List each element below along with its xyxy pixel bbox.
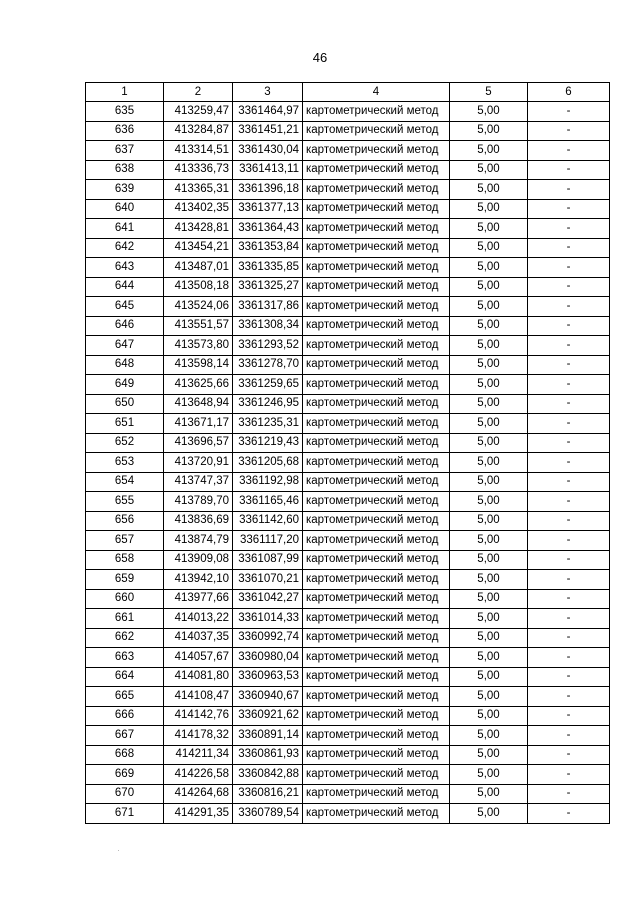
point-number-cell: 645 <box>86 297 164 317</box>
method-cell: картометрический метод <box>303 667 450 687</box>
x-coordinate-cell: 414142,76 <box>164 706 233 726</box>
method-cell: картометрический метод <box>303 375 450 395</box>
accuracy-cell: 5,00 <box>450 492 528 512</box>
x-coordinate-cell: 413747,37 <box>164 472 233 492</box>
note-cell: - <box>528 784 610 804</box>
y-coordinate-cell: 3361259,65 <box>233 375 303 395</box>
y-coordinate-cell: 3361308,34 <box>233 316 303 336</box>
accuracy-cell: 5,00 <box>450 258 528 278</box>
note-cell: - <box>528 160 610 180</box>
accuracy-cell: 5,00 <box>450 589 528 609</box>
y-coordinate-cell: 3361070,21 <box>233 570 303 590</box>
accuracy-cell: 5,00 <box>450 297 528 317</box>
point-number-cell: 656 <box>86 511 164 531</box>
method-cell: картометрический метод <box>303 765 450 785</box>
x-coordinate-cell: 414178,32 <box>164 726 233 746</box>
accuracy-cell: 5,00 <box>450 453 528 473</box>
x-coordinate-cell: 413284,87 <box>164 121 233 141</box>
accuracy-cell: 5,00 <box>450 394 528 414</box>
column-header: 5 <box>450 83 528 102</box>
point-number-cell: 655 <box>86 492 164 512</box>
point-number-cell: 646 <box>86 316 164 336</box>
method-cell: картометрический метод <box>303 472 450 492</box>
table-row <box>86 570 610 590</box>
column-header: 4 <box>303 83 450 102</box>
table-row <box>86 336 610 356</box>
method-cell: картометрический метод <box>303 706 450 726</box>
table-row <box>86 628 610 648</box>
column-header: 6 <box>528 83 610 102</box>
note-cell: - <box>528 745 610 765</box>
x-coordinate-cell: 413573,80 <box>164 336 233 356</box>
point-number-cell: 647 <box>86 336 164 356</box>
y-coordinate-cell: 3360921,62 <box>233 706 303 726</box>
table-row <box>86 550 610 570</box>
method-cell: картометрический метод <box>303 258 450 278</box>
method-cell: картометрический метод <box>303 316 450 336</box>
table-row <box>86 765 610 785</box>
y-coordinate-cell: 3361335,85 <box>233 258 303 278</box>
point-number-cell: 653 <box>86 453 164 473</box>
accuracy-cell: 5,00 <box>450 336 528 356</box>
x-coordinate-cell: 413314,51 <box>164 141 233 161</box>
table-row <box>86 414 610 434</box>
table-row <box>86 472 610 492</box>
point-number-cell: 635 <box>86 102 164 122</box>
note-cell: - <box>528 550 610 570</box>
coordinates-table <box>85 82 610 824</box>
table-row <box>86 433 610 453</box>
table-row <box>86 277 610 297</box>
note-cell: - <box>528 492 610 512</box>
accuracy-cell: 5,00 <box>450 375 528 395</box>
table-row <box>86 219 610 239</box>
accuracy-cell: 5,00 <box>450 141 528 161</box>
accuracy-cell: 5,00 <box>450 433 528 453</box>
method-cell: картометрический метод <box>303 355 450 375</box>
y-coordinate-cell: 3360963,53 <box>233 667 303 687</box>
method-cell: картометрический метод <box>303 102 450 122</box>
method-cell: картометрический метод <box>303 180 450 200</box>
method-cell: картометрический метод <box>303 121 450 141</box>
note-cell: - <box>528 355 610 375</box>
note-cell: - <box>528 472 610 492</box>
x-coordinate-cell: 413365,31 <box>164 180 233 200</box>
x-coordinate-cell: 413789,70 <box>164 492 233 512</box>
note-cell: - <box>528 765 610 785</box>
method-cell: картометрический метод <box>303 589 450 609</box>
accuracy-cell: 5,00 <box>450 316 528 336</box>
x-coordinate-cell: 413259,47 <box>164 102 233 122</box>
x-coordinate-cell: 413598,14 <box>164 355 233 375</box>
y-coordinate-cell: 3361413,11 <box>233 160 303 180</box>
point-number-cell: 650 <box>86 394 164 414</box>
x-coordinate-cell: 414057,67 <box>164 648 233 668</box>
y-coordinate-cell: 3360940,67 <box>233 687 303 707</box>
method-cell: картометрический метод <box>303 628 450 648</box>
table-row <box>86 102 610 122</box>
x-coordinate-cell: 413942,10 <box>164 570 233 590</box>
accuracy-cell: 5,00 <box>450 199 528 219</box>
y-coordinate-cell: 3360842,88 <box>233 765 303 785</box>
table-row <box>86 238 610 258</box>
note-cell: - <box>528 648 610 668</box>
x-coordinate-cell: 414264,68 <box>164 784 233 804</box>
accuracy-cell: 5,00 <box>450 550 528 570</box>
table-row <box>86 531 610 551</box>
y-coordinate-cell: 3361205,68 <box>233 453 303 473</box>
x-coordinate-cell: 413648,94 <box>164 394 233 414</box>
y-coordinate-cell: 3361364,43 <box>233 219 303 239</box>
x-coordinate-cell: 414037,35 <box>164 628 233 648</box>
point-number-cell: 665 <box>86 687 164 707</box>
scan-speck <box>118 850 119 851</box>
note-cell: - <box>528 589 610 609</box>
y-coordinate-cell: 3360992,74 <box>233 628 303 648</box>
table-row <box>86 121 610 141</box>
note-cell: - <box>528 180 610 200</box>
x-coordinate-cell: 413874,79 <box>164 531 233 551</box>
table-row <box>86 297 610 317</box>
accuracy-cell: 5,00 <box>450 472 528 492</box>
table-row <box>86 784 610 804</box>
y-coordinate-cell: 3361293,52 <box>233 336 303 356</box>
table-row <box>86 355 610 375</box>
point-number-cell: 667 <box>86 726 164 746</box>
accuracy-cell: 5,00 <box>450 765 528 785</box>
accuracy-cell: 5,00 <box>450 160 528 180</box>
accuracy-cell: 5,00 <box>450 355 528 375</box>
point-number-cell: 671 <box>86 804 164 824</box>
point-number-cell: 666 <box>86 706 164 726</box>
table-body <box>86 102 610 824</box>
column-header: 2 <box>164 83 233 102</box>
column-header: 3 <box>233 83 303 102</box>
accuracy-cell: 5,00 <box>450 531 528 551</box>
note-cell: - <box>528 121 610 141</box>
note-cell: - <box>528 258 610 278</box>
column-header: 1 <box>86 83 164 102</box>
y-coordinate-cell: 3361192,98 <box>233 472 303 492</box>
table-row <box>86 687 610 707</box>
note-cell: - <box>528 199 610 219</box>
y-coordinate-cell: 3361451,21 <box>233 121 303 141</box>
method-cell: картометрический метод <box>303 297 450 317</box>
x-coordinate-cell: 413551,57 <box>164 316 233 336</box>
x-coordinate-cell: 414226,58 <box>164 765 233 785</box>
note-cell: - <box>528 628 610 648</box>
table-row <box>86 375 610 395</box>
accuracy-cell: 5,00 <box>450 511 528 531</box>
y-coordinate-cell: 3360816,21 <box>233 784 303 804</box>
x-coordinate-cell: 413836,69 <box>164 511 233 531</box>
x-coordinate-cell: 413402,35 <box>164 199 233 219</box>
x-coordinate-cell: 414211,34 <box>164 745 233 765</box>
method-cell: картометрический метод <box>303 141 450 161</box>
note-cell: - <box>528 297 610 317</box>
table-row <box>86 492 610 512</box>
table-row <box>86 804 610 824</box>
point-number-cell: 640 <box>86 199 164 219</box>
point-number-cell: 642 <box>86 238 164 258</box>
point-number-cell: 658 <box>86 550 164 570</box>
accuracy-cell: 5,00 <box>450 648 528 668</box>
x-coordinate-cell: 413671,17 <box>164 414 233 434</box>
accuracy-cell: 5,00 <box>450 219 528 239</box>
point-number-cell: 636 <box>86 121 164 141</box>
x-coordinate-cell: 414291,35 <box>164 804 233 824</box>
accuracy-cell: 5,00 <box>450 667 528 687</box>
method-cell: картометрический метод <box>303 570 450 590</box>
table-row <box>86 667 610 687</box>
point-number-cell: 639 <box>86 180 164 200</box>
table-row <box>86 609 610 629</box>
method-cell: картометрический метод <box>303 394 450 414</box>
method-cell: картометрический метод <box>303 219 450 239</box>
point-number-cell: 654 <box>86 472 164 492</box>
x-coordinate-cell: 413487,01 <box>164 258 233 278</box>
method-cell: картометрический метод <box>303 531 450 551</box>
y-coordinate-cell: 3361396,18 <box>233 180 303 200</box>
x-coordinate-cell: 414013,22 <box>164 609 233 629</box>
note-cell: - <box>528 706 610 726</box>
table-row <box>86 453 610 473</box>
y-coordinate-cell: 3361165,46 <box>233 492 303 512</box>
point-number-cell: 670 <box>86 784 164 804</box>
accuracy-cell: 5,00 <box>450 804 528 824</box>
point-number-cell: 652 <box>86 433 164 453</box>
y-coordinate-cell: 3361117,20 <box>233 531 303 551</box>
note-cell: - <box>528 238 610 258</box>
x-coordinate-cell: 413909,08 <box>164 550 233 570</box>
note-cell: - <box>528 726 610 746</box>
y-coordinate-cell: 3361087,99 <box>233 550 303 570</box>
x-coordinate-cell: 413625,66 <box>164 375 233 395</box>
x-coordinate-cell: 414081,80 <box>164 667 233 687</box>
method-cell: картометрический метод <box>303 414 450 434</box>
y-coordinate-cell: 3361430,04 <box>233 141 303 161</box>
accuracy-cell: 5,00 <box>450 726 528 746</box>
accuracy-cell: 5,00 <box>450 180 528 200</box>
y-coordinate-cell: 3361464,97 <box>233 102 303 122</box>
accuracy-cell: 5,00 <box>450 570 528 590</box>
accuracy-cell: 5,00 <box>450 238 528 258</box>
note-cell: - <box>528 667 610 687</box>
x-coordinate-cell: 413508,18 <box>164 277 233 297</box>
x-coordinate-cell: 413524,06 <box>164 297 233 317</box>
method-cell: картометрический метод <box>303 433 450 453</box>
table-row <box>86 511 610 531</box>
table-row <box>86 394 610 414</box>
point-number-cell: 643 <box>86 258 164 278</box>
point-number-cell: 651 <box>86 414 164 434</box>
y-coordinate-cell: 3361317,86 <box>233 297 303 317</box>
x-coordinate-cell: 413720,91 <box>164 453 233 473</box>
y-coordinate-cell: 3361235,31 <box>233 414 303 434</box>
method-cell: картометрический метод <box>303 784 450 804</box>
note-cell: - <box>528 531 610 551</box>
note-cell: - <box>528 277 610 297</box>
x-coordinate-cell: 413977,66 <box>164 589 233 609</box>
table-row <box>86 589 610 609</box>
method-cell: картометрический метод <box>303 277 450 297</box>
y-coordinate-cell: 3361377,13 <box>233 199 303 219</box>
page-number: 46 <box>312 50 328 65</box>
accuracy-cell: 5,00 <box>450 102 528 122</box>
note-cell: - <box>528 570 610 590</box>
y-coordinate-cell: 3361219,43 <box>233 433 303 453</box>
table-row <box>86 258 610 278</box>
method-cell: картометрический метод <box>303 745 450 765</box>
table-row <box>86 199 610 219</box>
note-cell: - <box>528 687 610 707</box>
method-cell: картометрический метод <box>303 550 450 570</box>
accuracy-cell: 5,00 <box>450 414 528 434</box>
accuracy-cell: 5,00 <box>450 609 528 629</box>
point-number-cell: 657 <box>86 531 164 551</box>
y-coordinate-cell: 3360861,93 <box>233 745 303 765</box>
method-cell: картометрический метод <box>303 511 450 531</box>
note-cell: - <box>528 511 610 531</box>
accuracy-cell: 5,00 <box>450 277 528 297</box>
note-cell: - <box>528 336 610 356</box>
x-coordinate-cell: 414108,47 <box>164 687 233 707</box>
method-cell: картометрический метод <box>303 726 450 746</box>
method-cell: картометрический метод <box>303 648 450 668</box>
accuracy-cell: 5,00 <box>450 706 528 726</box>
y-coordinate-cell: 3361325,27 <box>233 277 303 297</box>
method-cell: картометрический метод <box>303 687 450 707</box>
method-cell: картометрический метод <box>303 199 450 219</box>
method-cell: картометрический метод <box>303 492 450 512</box>
note-cell: - <box>528 394 610 414</box>
note-cell: - <box>528 609 610 629</box>
point-number-cell: 660 <box>86 589 164 609</box>
y-coordinate-cell: 3360980,04 <box>233 648 303 668</box>
method-cell: картометрический метод <box>303 238 450 258</box>
y-coordinate-cell: 3361353,84 <box>233 238 303 258</box>
y-coordinate-cell: 3361014,33 <box>233 609 303 629</box>
accuracy-cell: 5,00 <box>450 628 528 648</box>
table-header-row <box>86 83 610 102</box>
accuracy-cell: 5,00 <box>450 687 528 707</box>
note-cell: - <box>528 414 610 434</box>
note-cell: - <box>528 375 610 395</box>
point-number-cell: 641 <box>86 219 164 239</box>
table-row <box>86 180 610 200</box>
point-number-cell: 649 <box>86 375 164 395</box>
table-row <box>86 706 610 726</box>
point-number-cell: 662 <box>86 628 164 648</box>
method-cell: картометрический метод <box>303 336 450 356</box>
note-cell: - <box>528 804 610 824</box>
y-coordinate-cell: 3361042,27 <box>233 589 303 609</box>
note-cell: - <box>528 141 610 161</box>
y-coordinate-cell: 3360891,14 <box>233 726 303 746</box>
note-cell: - <box>528 219 610 239</box>
table-row <box>86 160 610 180</box>
point-number-cell: 661 <box>86 609 164 629</box>
note-cell: - <box>528 453 610 473</box>
table-row <box>86 141 610 161</box>
point-number-cell: 637 <box>86 141 164 161</box>
y-coordinate-cell: 3361142,60 <box>233 511 303 531</box>
x-coordinate-cell: 413336,73 <box>164 160 233 180</box>
method-cell: картометрический метод <box>303 453 450 473</box>
point-number-cell: 663 <box>86 648 164 668</box>
x-coordinate-cell: 413428,81 <box>164 219 233 239</box>
note-cell: - <box>528 102 610 122</box>
note-cell: - <box>528 433 610 453</box>
accuracy-cell: 5,00 <box>450 745 528 765</box>
table-row <box>86 316 610 336</box>
note-cell: - <box>528 316 610 336</box>
point-number-cell: 648 <box>86 355 164 375</box>
accuracy-cell: 5,00 <box>450 121 528 141</box>
point-number-cell: 638 <box>86 160 164 180</box>
x-coordinate-cell: 413696,57 <box>164 433 233 453</box>
point-number-cell: 668 <box>86 745 164 765</box>
point-number-cell: 669 <box>86 765 164 785</box>
method-cell: картометрический метод <box>303 160 450 180</box>
point-number-cell: 644 <box>86 277 164 297</box>
point-number-cell: 664 <box>86 667 164 687</box>
table-row <box>86 745 610 765</box>
y-coordinate-cell: 3361278,70 <box>233 355 303 375</box>
accuracy-cell: 5,00 <box>450 784 528 804</box>
y-coordinate-cell: 3361246,95 <box>233 394 303 414</box>
y-coordinate-cell: 3360789,54 <box>233 804 303 824</box>
x-coordinate-cell: 413454,21 <box>164 238 233 258</box>
method-cell: картометрический метод <box>303 804 450 824</box>
table-row <box>86 648 610 668</box>
point-number-cell: 659 <box>86 570 164 590</box>
table-row <box>86 726 610 746</box>
method-cell: картометрический метод <box>303 609 450 629</box>
